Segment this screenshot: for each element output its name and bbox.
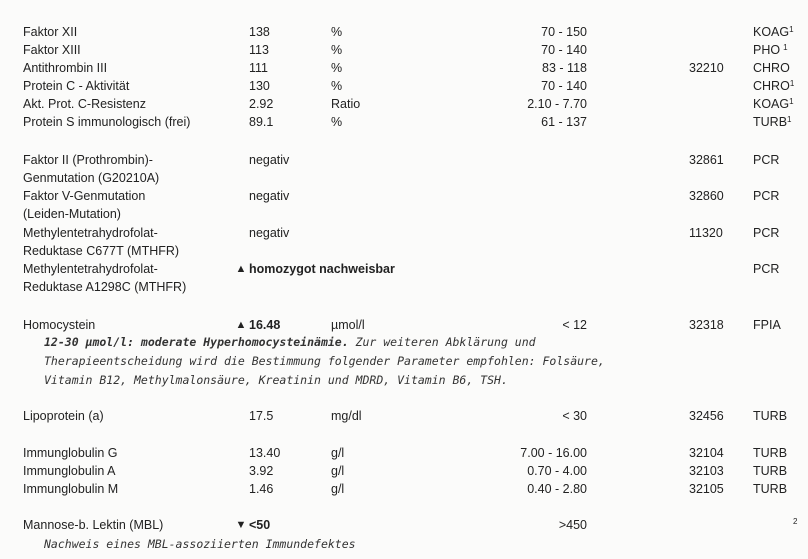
- result-value: <50: [249, 518, 271, 532]
- method: TURB$^1$: [753, 115, 792, 129]
- method-footnote: 1: [787, 115, 792, 124]
- reference-range: 70 - 140: [541, 43, 587, 57]
- method-footnote: 1: [789, 97, 794, 106]
- abnormal-high-flag: ▲: [235, 263, 247, 275]
- homocystein-comment: 12-30 µmol/l: moderate Hyperhomocysteinämie. Zur weiteren Abklärung und Therapieentscheidung wird die Bestimmung folgender Parameter empfohlen: Folsäure, Vitamin B12, Methylmalonsäure, Kreatinin und MDRD, Vitamin B6, TSH.: [44, 335, 605, 387]
- billing-code: 32104: [689, 446, 724, 460]
- method: FPIA: [753, 318, 781, 332]
- result-value: 113: [249, 43, 269, 57]
- result-unit: Ratio: [331, 97, 361, 111]
- reference-range: 61 - 137: [541, 115, 587, 129]
- reference-range: 0.40 - 2.80: [527, 482, 587, 496]
- result-value: 138: [249, 25, 270, 39]
- reference-range: < 30: [562, 409, 587, 423]
- result-unit: %: [331, 61, 343, 75]
- reference-range: 7.00 - 16.00: [520, 446, 587, 460]
- method: CHRO$^1$: [753, 79, 795, 93]
- result-unit: %: [331, 115, 343, 129]
- result-value: 89.1: [249, 115, 274, 129]
- billing-code: 32105: [689, 482, 724, 496]
- result-value: 16.48: [249, 318, 281, 332]
- method: PCR: [753, 153, 780, 167]
- result-unit: g/l: [331, 464, 345, 478]
- result-value: 17.5: [249, 409, 274, 423]
- test-name: Protein C - Aktivität: [23, 79, 130, 93]
- result-unit: %: [331, 25, 343, 39]
- abnormal-low-flag: ▼: [235, 519, 247, 531]
- result-value: 111: [249, 61, 269, 75]
- comment-emphasis: 12-30 µmol/l: moderate Hyperhomocysteinämie.: [44, 335, 349, 349]
- test-name: Faktor XIII: [23, 43, 81, 57]
- method: KOAG$^1$: [753, 97, 794, 111]
- method: TURB: [753, 446, 788, 460]
- test-name: Methylentetrahydrofolat-Reduktase C677T (MTHFR): [23, 226, 180, 258]
- method-footnote: 1: [783, 43, 788, 52]
- result-value: 13.40: [249, 446, 281, 460]
- method: PCR: [753, 262, 780, 276]
- test-name: Methylentetrahydrofolat-Reduktase A1298C (MTHFR): [23, 262, 187, 294]
- result-unit: g/l: [331, 446, 345, 460]
- test-name: Akt. Prot. C-Resistenz: [23, 97, 146, 111]
- test-name: Faktor V-Genmutation (Leiden-Mutation): [23, 189, 146, 221]
- reference-range: < 12: [562, 318, 587, 332]
- mbl-comment: Nachweis eines MBL-assoziierten Immundefektes: [44, 537, 356, 551]
- billing-code: 32103: [689, 464, 724, 478]
- result-unit: µmol/l: [331, 318, 365, 332]
- result-value: negativ: [249, 189, 290, 203]
- reference-range: >450: [558, 518, 587, 532]
- test-name: Faktor II (Prothrombin)-Genmutation (G20210A): [23, 153, 160, 185]
- test-name: Protein S immunologisch (frei): [23, 115, 191, 129]
- test-name: Homocystein: [23, 318, 96, 332]
- test-name: Immunglobulin A: [23, 464, 116, 478]
- reference-range: 70 - 140: [541, 79, 587, 93]
- reference-range: 83 - 118: [542, 61, 587, 75]
- method-footnote: 1: [789, 79, 795, 88]
- billing-code: 11320: [689, 226, 723, 240]
- result-value: 2.92: [249, 97, 274, 111]
- method: KOAG$^1$: [753, 25, 794, 39]
- billing-code: 32860: [689, 189, 724, 203]
- method: TURB: [753, 482, 788, 496]
- billing-code: 32210: [689, 61, 724, 75]
- reference-range: 70 - 150: [541, 25, 587, 39]
- billing-code: 32318: [689, 318, 724, 332]
- test-name: Immunglobulin G: [23, 446, 118, 460]
- result-value: negativ: [249, 226, 290, 240]
- test-name: Antithrombin III: [23, 61, 108, 75]
- method: TURB: [753, 409, 788, 423]
- result-value: homozygot nachweisbar: [249, 262, 395, 276]
- page-footnote-marker: 2: [793, 517, 798, 526]
- result-unit: mg/dl: [331, 409, 362, 423]
- billing-code: 32861: [689, 153, 724, 167]
- result-unit: g/l: [331, 482, 345, 496]
- method-footnote: 1: [789, 25, 794, 34]
- result-value: negativ: [249, 153, 290, 167]
- result-unit: %: [331, 79, 343, 93]
- method: PHO $^1$: [753, 43, 788, 57]
- method: PCR: [753, 226, 780, 240]
- result-value: 3.92: [249, 464, 274, 478]
- result-value: 1.46: [249, 482, 274, 496]
- billing-code: 32456: [689, 409, 724, 423]
- reference-range: 2.10 - 7.70: [527, 97, 587, 111]
- method: TURB: [753, 464, 788, 478]
- method: CHRO: [753, 61, 790, 75]
- result-unit: %: [331, 43, 343, 57]
- test-name: Faktor XII: [23, 25, 78, 39]
- abnormal-high-flag: ▲: [235, 319, 247, 331]
- test-name: Mannose-b. Lektin (MBL): [23, 518, 164, 532]
- method: PCR: [753, 189, 780, 203]
- test-name: Lipoprotein (a): [23, 409, 104, 423]
- reference-range: 0.70 - 4.00: [527, 464, 587, 478]
- test-name: Immunglobulin M: [23, 482, 119, 496]
- result-value: 130: [249, 79, 270, 93]
